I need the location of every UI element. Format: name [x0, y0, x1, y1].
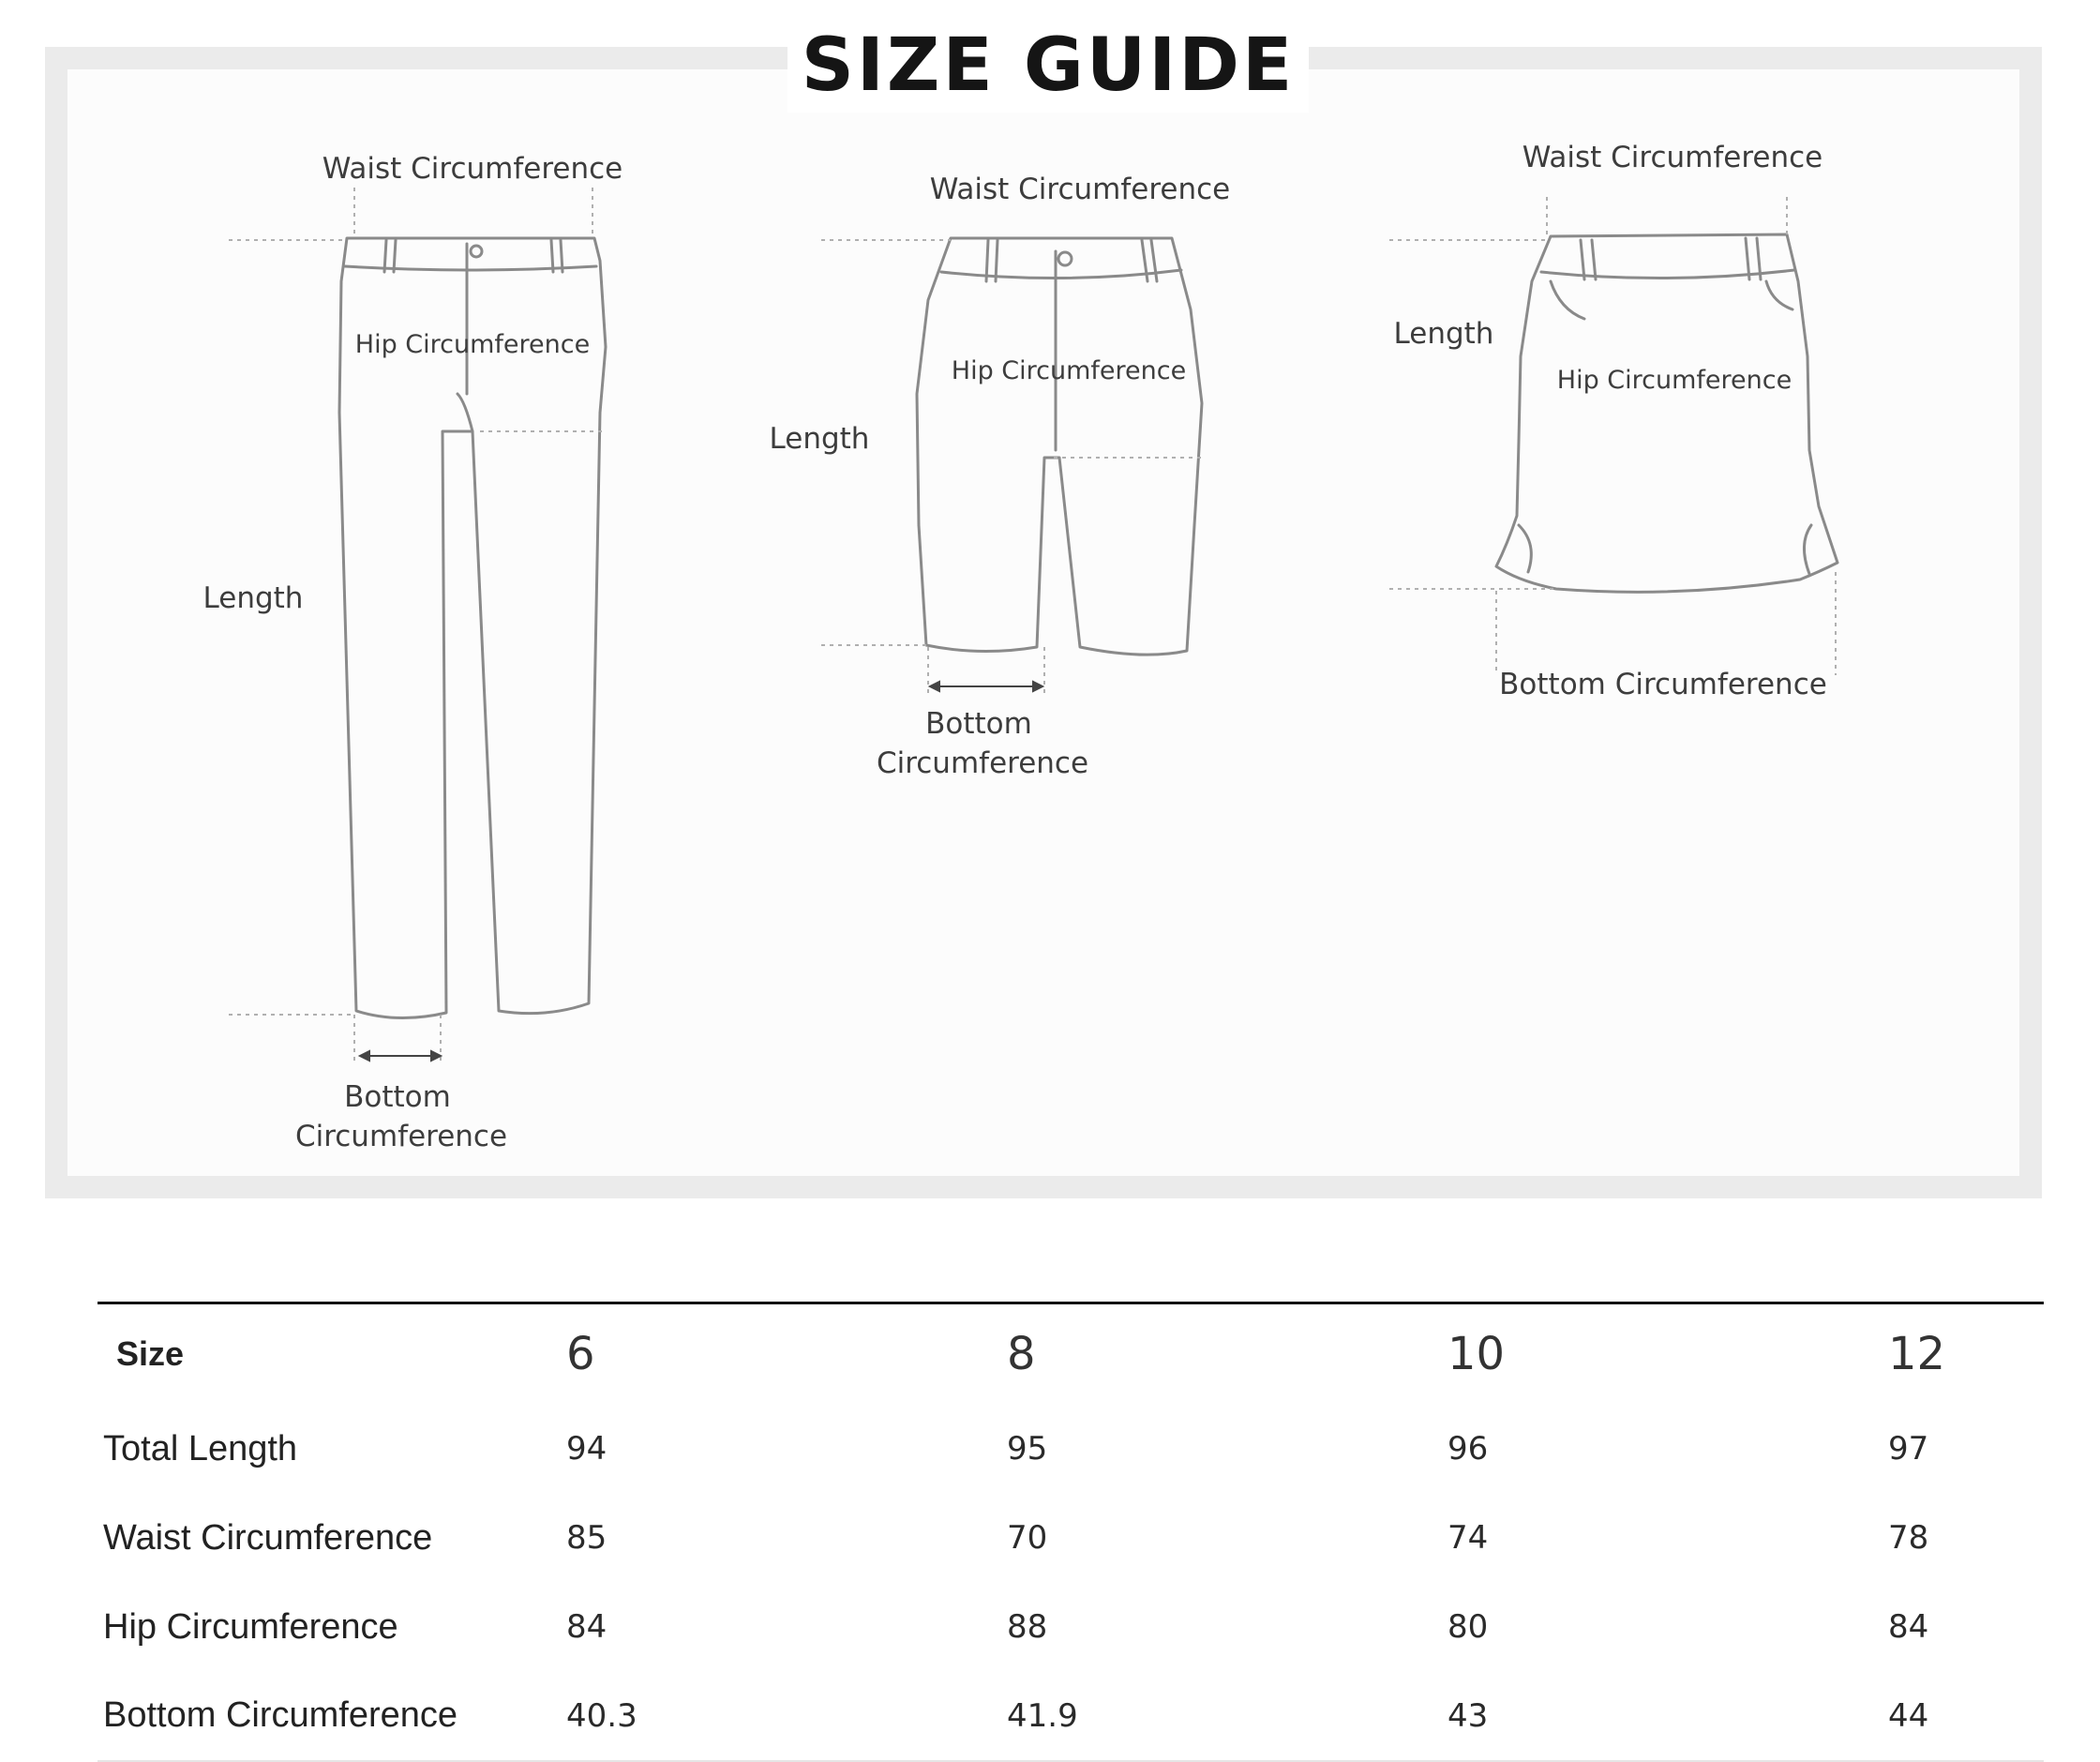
table-cell: 85	[566, 1519, 608, 1557]
trousers-bottom-label-1: Bottom	[344, 1080, 451, 1114]
table-row	[98, 1494, 2044, 1583]
table-cell: 88	[1007, 1608, 1048, 1646]
row-label: Total Length	[103, 1428, 298, 1468]
size-6-header: 6	[566, 1328, 595, 1381]
row-label: Waist Circumference	[103, 1517, 433, 1558]
shorts-drawing	[917, 238, 1202, 655]
table-cell: 84	[1888, 1608, 1929, 1646]
skirt-drawing	[1496, 234, 1838, 592]
row-label: Hip Circumference	[103, 1606, 398, 1647]
skirt-hip-label: Hip Circumference	[1556, 366, 1792, 395]
table-cell: 43	[1448, 1696, 1489, 1735]
table-row	[98, 1672, 2044, 1761]
table-cell: 41.9	[1007, 1696, 1078, 1735]
trousers-hip-label: Hip Circumference	[354, 330, 591, 359]
skirt-length-label: Length	[1393, 317, 1494, 351]
size-10-header: 10	[1448, 1328, 1506, 1381]
shorts-bottom-label-2: Circumference	[876, 746, 1089, 780]
table-cell: 96	[1448, 1430, 1489, 1468]
table-cell: 44	[1888, 1696, 1929, 1735]
trousers-length-label: Length	[202, 581, 304, 615]
shorts-length-label: Length	[769, 422, 870, 456]
table-cell: 94	[566, 1430, 608, 1468]
table-cell: 78	[1888, 1519, 1929, 1557]
size-header-label: Size	[116, 1334, 185, 1374]
page-title: SIZE GUIDE	[801, 23, 1296, 108]
shorts-waist-label: Waist Circumference	[929, 173, 1231, 206]
size-header-row	[98, 1303, 2044, 1405]
table-cell: 70	[1007, 1519, 1048, 1557]
skirt-bottom-label: Bottom Circumference	[1499, 668, 1827, 701]
table-cell: 40.3	[566, 1696, 638, 1735]
table-row	[98, 1405, 2044, 1494]
table-cell: 84	[566, 1608, 608, 1646]
skirt-waist-label: Waist Circumference	[1522, 141, 1823, 174]
table-row	[98, 1583, 2044, 1672]
size-8-header: 8	[1007, 1328, 1036, 1381]
table-cell: 80	[1448, 1608, 1489, 1646]
size-table	[98, 1302, 2044, 1762]
title-container	[788, 19, 1309, 113]
table-cell: 97	[1888, 1430, 1929, 1468]
trousers-waist-label: Waist Circumference	[322, 152, 623, 186]
trousers-bottom-label-2: Circumference	[294, 1120, 508, 1153]
shorts-bottom-label-1: Bottom	[925, 707, 1032, 741]
row-label: Bottom Circumference	[103, 1695, 458, 1735]
size-12-header: 12	[1888, 1328, 1946, 1381]
shorts-hip-label: Hip Circumference	[951, 356, 1187, 385]
table-cell: 74	[1448, 1519, 1489, 1557]
table-cell: 95	[1007, 1430, 1048, 1468]
